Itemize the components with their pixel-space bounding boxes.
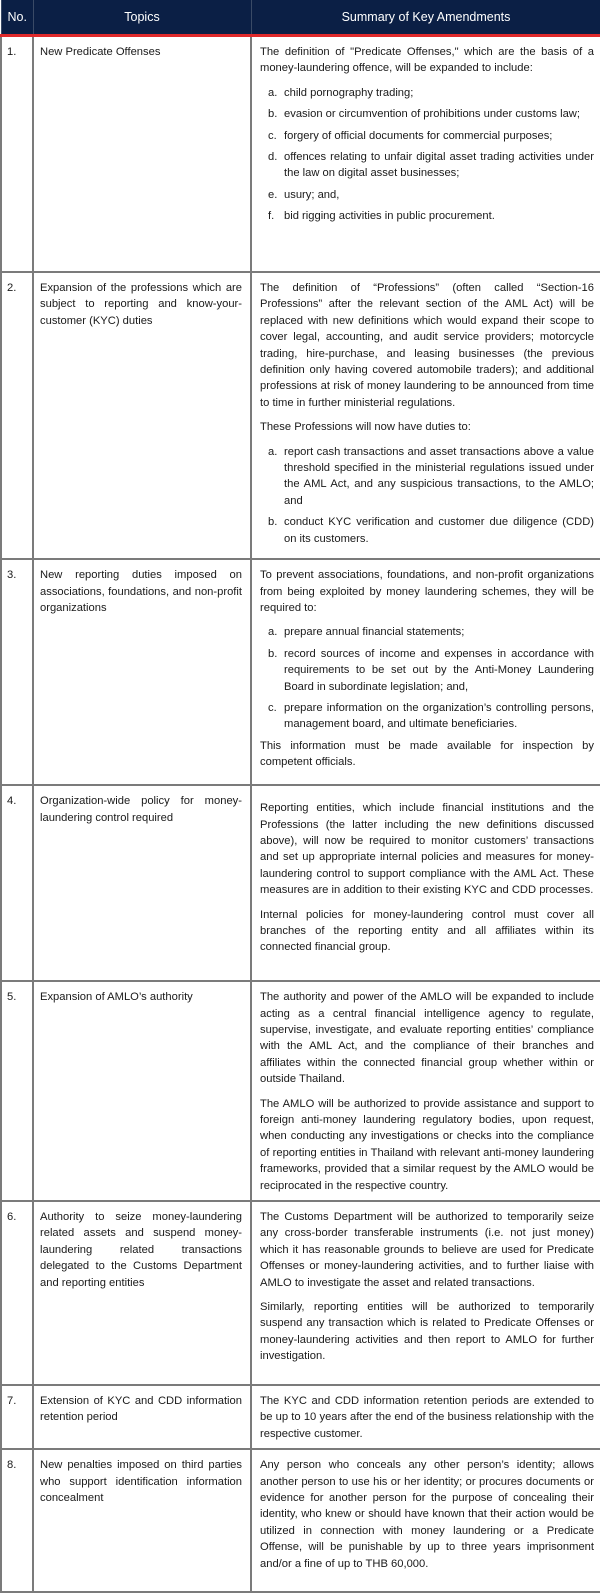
table-row: [1, 1449, 600, 1592]
table-row: [1, 559, 600, 785]
table-row: [1, 1201, 600, 1385]
list-text: evasion or circumvention of prohibitions under customs law;: [284, 108, 580, 121]
list-item: [268, 106, 594, 122]
row-number: 3.: [1, 559, 33, 785]
list-item: [268, 85, 594, 101]
row-topic: Expansion of the professions which are subject to reporting and know-your-customer (KYC) duties: [33, 272, 251, 559]
summary-intro-2: These Professions will now have duties to:: [260, 421, 471, 434]
summary-outro: This information must be made available for inspection by competent officials.: [260, 739, 594, 769]
row-summary: [251, 981, 600, 1201]
sub-list: [260, 444, 594, 547]
table-row: [1, 1385, 600, 1449]
list-text: prepare annual financial statements;: [284, 626, 465, 639]
row-topic: New penalties imposed on third parties who support identification information concealment: [33, 1449, 251, 1592]
row-number: 4.: [1, 785, 33, 981]
table-row: [1, 272, 600, 559]
summary-paragraph: The AMLO will be authorized to provide assistance and support to foreign anti-money laundering regulatory bodies, upon request, when conducting any investigations or checks into the compliance of reporting entities in Thailand with relevant anti-money laundering frameworks, provided that a similar request by the AMLO would be reciprocated in the respective country.: [260, 1097, 594, 1192]
row-summary: [251, 785, 600, 981]
row-number: 7.: [1, 1385, 33, 1449]
summary-intro: The definition of "Predicate Offenses," which are the basis of a money-laundering offence, will be expanded to include:: [260, 46, 594, 75]
list-text: conduct KYC verification and customer due diligence (CDD) on its customers.: [284, 516, 594, 545]
summary-intro: The definition of “Professions” (often called “Section-16 Professions” after the relevant section of the AML Act) will be replaced with new definitions which would expand their scope to cover legal, accounting, and audit service providers; motorcycle trading, hire-purchase, and leasing businesses (the previous definition only having covered automobile traders); and additional professions at risk of money laundering to be announced from time to time in further ministerial regulations.: [260, 282, 594, 409]
row-number: 2.: [1, 272, 33, 559]
row-summary: [251, 272, 600, 559]
list-text: prepare information on the organization’s controlling persons, management board, and ultimate beneficiaries.: [284, 701, 594, 731]
summary-paragraph: Internal policies for money-laundering control must cover all branches of the reporting entity and all affiliates within its connected financial group.: [260, 908, 594, 954]
row-topic: Expansion of AMLO’s authority: [33, 981, 251, 1201]
summary-paragraph: Similarly, reporting entities will be authorized to temporarily suspend any transaction which is related to Predicate Offenses or money-laundering activities and then report to AMLO for further investigation.: [260, 1301, 594, 1363]
summary-paragraph: The authority and power of the AMLO will be expanded to include acting as a central financial intelligence agency to regulate, supervise, investigate, and evaluate reporting entities’ compliance with the AML Act, and the compliance of their branches and affiliates within the connected financial group whether within or outside Thailand.: [260, 991, 594, 1086]
header-summary: Summary of Key Amendments: [251, 0, 600, 36]
table-row: [1, 785, 600, 981]
list-text: child pornography trading;: [284, 86, 414, 99]
header-no: No.: [1, 0, 33, 36]
sub-list: [260, 624, 594, 732]
table-header: [1, 0, 600, 36]
row-topic: Authority to seize money-laundering related assets and suspend money-laundering related transactions delegated to the Customs Department and reporting entities: [33, 1201, 251, 1385]
list-item: [268, 128, 594, 144]
row-summary: [251, 1201, 600, 1385]
list-marker: c.: [268, 701, 277, 714]
row-summary: [251, 1449, 600, 1592]
list-text: forgery of official documents for commercial purposes;: [284, 129, 553, 142]
row-summary: [251, 1385, 600, 1449]
list-text: bid rigging activities in public procurement.: [284, 210, 495, 223]
table-row: [1, 981, 600, 1201]
row-number: 1.: [1, 36, 33, 273]
list-marker: d.: [268, 151, 278, 164]
row-summary: [251, 36, 600, 273]
list-marker: a.: [268, 626, 278, 639]
list-text: offences relating to unfair digital asset trading activities under the law on digital asset businesses;: [284, 151, 594, 180]
list-marker: a.: [268, 445, 278, 458]
row-number: 5.: [1, 981, 33, 1201]
row-number: 6.: [1, 1201, 33, 1385]
summary-paragraph: The KYC and CDD information retention periods are extended to be up to 10 years after the end of the business relationship with the respective customer.: [260, 1394, 594, 1440]
sub-list: [260, 85, 594, 225]
row-topic: Extension of KYC and CDD information retention period: [33, 1385, 251, 1449]
list-item: [268, 208, 594, 224]
list-marker: f.: [268, 210, 275, 223]
list-marker: a.: [268, 86, 278, 99]
list-marker: b.: [268, 108, 278, 121]
list-text: report cash transactions and asset transactions above a value threshold specified in the ministerial regulations issued under the AML Act, and any suspicious transactions, to the AMLO; and: [284, 445, 594, 507]
list-marker: b.: [268, 647, 278, 660]
list-item: [268, 624, 594, 640]
summary-intro: To prevent associations, foundations, and non-profit organizations from being exploited by money laundering schemes, they will be required to:: [260, 569, 594, 614]
list-item: [268, 646, 594, 695]
list-item: [268, 187, 594, 203]
list-item: [268, 444, 594, 510]
row-topic: New Predicate Offenses: [33, 36, 251, 273]
summary-paragraph: Reporting entities, which include financial institutions and the Professions (the latter including the new definitions discussed above), will now be required to monitor customers’ transactions and set up appropriate internal policies and measures for money-laundering control to support compliance with the AML Act. These measures are in addition to their existing KYC and CDD processes.: [260, 802, 594, 897]
list-text: record sources of income and expenses in accordance with requirements to be set out by the Anti-Money Laundering Board in subordinate legislation; and,: [284, 647, 594, 693]
row-number: 8.: [1, 1449, 33, 1592]
list-marker: b.: [268, 516, 278, 529]
list-text: usury; and,: [284, 188, 340, 201]
list-marker: c.: [268, 129, 277, 142]
table-row: [1, 36, 600, 273]
summary-paragraph: Any person who conceals any other person’s identity; allows another person to use his or her identity; or procures documents or evidence for another person for the purpose of concealing their identity, who knew or should have known that their action would be utilized in connection with money laundering or a Predicate Offense, will be punishable by up to three years imprisonment and/or a fine of up to THB 60,000.: [260, 1459, 594, 1570]
list-marker: e.: [268, 188, 278, 201]
list-item: [268, 149, 594, 182]
list-item: [268, 514, 594, 547]
row-summary: [251, 559, 600, 785]
list-item: [268, 700, 594, 733]
header-topics: Topics: [33, 0, 251, 36]
row-topic: New reporting duties imposed on associations, foundations, and non-profit organizations: [33, 559, 251, 785]
row-topic: Organization-wide policy for money-laundering control required: [33, 785, 251, 981]
summary-paragraph: The Customs Department will be authorized to temporarily seize any cross-border transferable instruments (i.e. not just money) which it has reasonable grounds to believe are used for Predicate Offenses or money-laundering activities, and to further liaise with AMLO to investigate the asset and related transactions.: [260, 1210, 594, 1289]
